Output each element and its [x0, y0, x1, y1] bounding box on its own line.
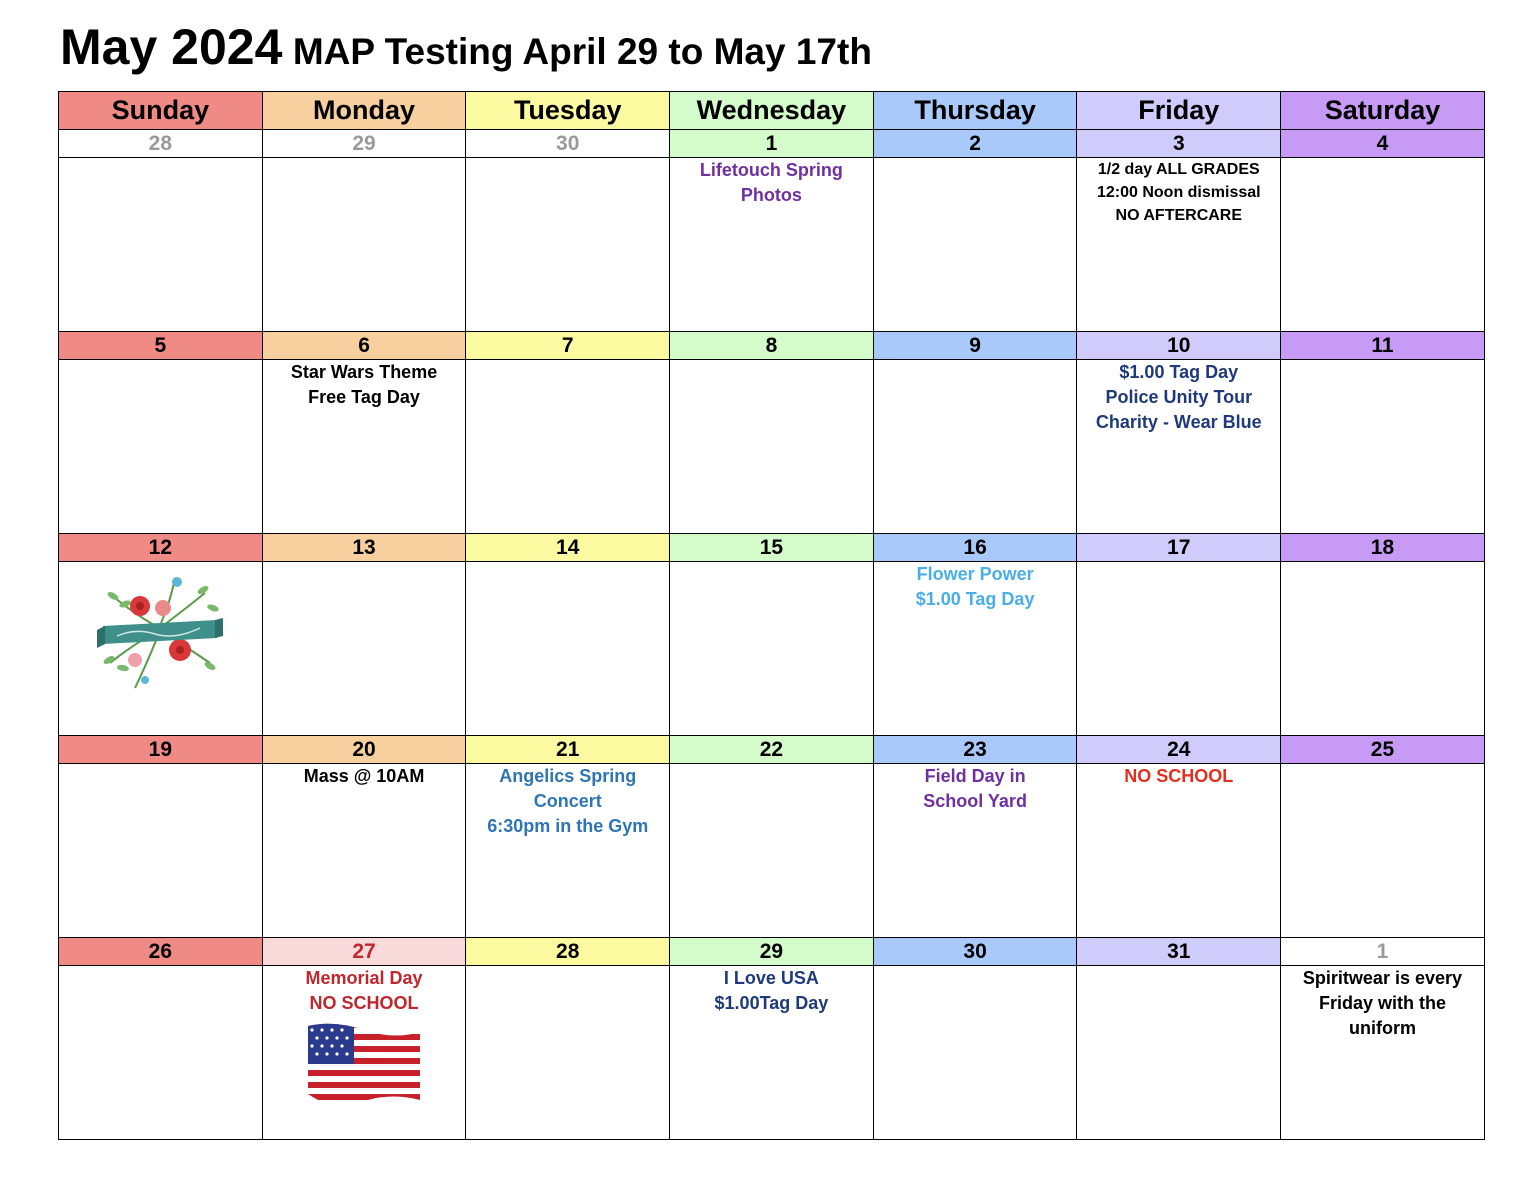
day-cell	[873, 158, 1077, 332]
week-row	[59, 360, 1485, 534]
date-number: 1	[670, 130, 874, 158]
event-text: Star Wars Theme Free Tag Day	[290, 362, 438, 407]
day-cell	[262, 562, 466, 736]
day-cell	[466, 966, 670, 1140]
day-cell	[873, 764, 1077, 938]
day-cell	[466, 562, 670, 736]
day-cell	[59, 158, 263, 332]
map-testing-subtitle: MAP Testing April 29 to May 17th	[292, 31, 872, 72]
day-name-monday: Monday	[262, 92, 466, 130]
day-cell	[1281, 360, 1485, 534]
date-number: 7	[466, 332, 670, 360]
day-cell	[1281, 158, 1485, 332]
day-name-thursday: Thursday	[873, 92, 1077, 130]
mothers-day-flowers-icon	[95, 568, 225, 693]
event-text: $1.00 Tag Day Police Unity Tour Charity - Wear Blue	[1095, 362, 1262, 432]
date-number: 28	[59, 130, 263, 158]
week-row	[59, 158, 1485, 332]
date-number: 15	[670, 534, 874, 562]
date-number-row	[59, 534, 1485, 562]
date-number-row	[59, 736, 1485, 764]
week-row	[59, 764, 1485, 938]
date-number: 24	[1077, 736, 1281, 764]
day-name-saturday: Saturday	[1281, 92, 1485, 130]
day-cell	[59, 966, 263, 1140]
day-cell	[262, 158, 466, 332]
day-cell	[1077, 360, 1281, 534]
day-cell	[466, 158, 670, 332]
day-name-friday: Friday	[1077, 92, 1281, 130]
day-cell	[670, 764, 874, 938]
event-text: Memorial Day NO SCHOOL	[305, 968, 423, 1013]
date-number-row	[59, 332, 1485, 360]
event-text: Angelics Spring Concert 6:30pm in the Gym	[487, 766, 649, 836]
date-number: 11	[1281, 332, 1485, 360]
event-text: Spiritwear is every Friday with the uniform	[1302, 968, 1463, 1038]
day-cell	[670, 158, 874, 332]
event-text: I Love USA $1.00Tag Day	[714, 968, 829, 1013]
day-cell	[1281, 966, 1485, 1140]
day-name-tuesday: Tuesday	[466, 92, 670, 130]
date-number: 26	[59, 938, 263, 966]
day-name-row	[59, 92, 1485, 130]
calendar-title	[60, 19, 872, 75]
day-cell	[262, 764, 466, 938]
date-number: 29	[670, 938, 874, 966]
date-number: 2	[873, 130, 1077, 158]
date-number: 21	[466, 736, 670, 764]
date-number: 16	[873, 534, 1077, 562]
day-cell	[670, 966, 874, 1140]
date-number: 31	[1077, 938, 1281, 966]
day-cell	[873, 966, 1077, 1140]
date-number: 17	[1077, 534, 1281, 562]
date-number: 6	[262, 332, 466, 360]
date-number: 23	[873, 736, 1077, 764]
date-number: 4	[1281, 130, 1485, 158]
event-text: 1/2 day ALL GRADES 12:00 Noon dismissal NO AFTERCARE	[1096, 161, 1261, 224]
date-number: 30	[873, 938, 1077, 966]
date-number-row	[59, 938, 1485, 966]
event-text: NO SCHOOL	[1124, 766, 1234, 786]
day-cell	[873, 360, 1077, 534]
date-number: 22	[670, 736, 874, 764]
date-number: 1	[1281, 938, 1485, 966]
event-text: Field Day in School Yard	[923, 766, 1027, 811]
date-number: 3	[1077, 130, 1281, 158]
date-number: 20	[262, 736, 466, 764]
day-cell	[1077, 562, 1281, 736]
day-cell	[670, 562, 874, 736]
day-cell	[262, 966, 466, 1140]
day-cell	[1281, 764, 1485, 938]
date-number: 12	[59, 534, 263, 562]
day-cell	[59, 764, 263, 938]
date-number: 28	[466, 938, 670, 966]
event-text: Lifetouch Spring Photos	[699, 160, 843, 205]
date-number: 27	[262, 938, 466, 966]
day-cell	[1077, 158, 1281, 332]
date-number: 25	[1281, 736, 1485, 764]
us-flag-icon	[304, 1022, 424, 1108]
date-number: 13	[262, 534, 466, 562]
day-name-sunday: Sunday	[59, 92, 263, 130]
date-number: 29	[262, 130, 466, 158]
day-cell	[59, 360, 263, 534]
week-row	[59, 966, 1485, 1140]
date-number: 10	[1077, 332, 1281, 360]
day-cell	[1077, 966, 1281, 1140]
day-cell	[1077, 764, 1281, 938]
day-cell	[466, 360, 670, 534]
date-number: 5	[59, 332, 263, 360]
event-text: Flower Power $1.00 Tag Day	[915, 564, 1035, 609]
date-number: 14	[466, 534, 670, 562]
date-number: 8	[670, 332, 874, 360]
day-name-wednesday: Wednesday	[670, 92, 874, 130]
date-number: 9	[873, 332, 1077, 360]
calendar-grid	[58, 91, 1485, 1140]
event-text: Mass @ 10AM	[303, 766, 425, 786]
date-number: 19	[59, 736, 263, 764]
day-cell	[873, 562, 1077, 736]
date-number: 30	[466, 130, 670, 158]
day-cell	[1281, 562, 1485, 736]
day-cell	[262, 360, 466, 534]
week-row	[59, 562, 1485, 736]
day-cell	[466, 764, 670, 938]
day-cell	[59, 562, 263, 736]
day-cell	[670, 360, 874, 534]
month-title: May 2024	[60, 19, 283, 75]
date-number: 18	[1281, 534, 1485, 562]
date-number-row	[59, 130, 1485, 158]
